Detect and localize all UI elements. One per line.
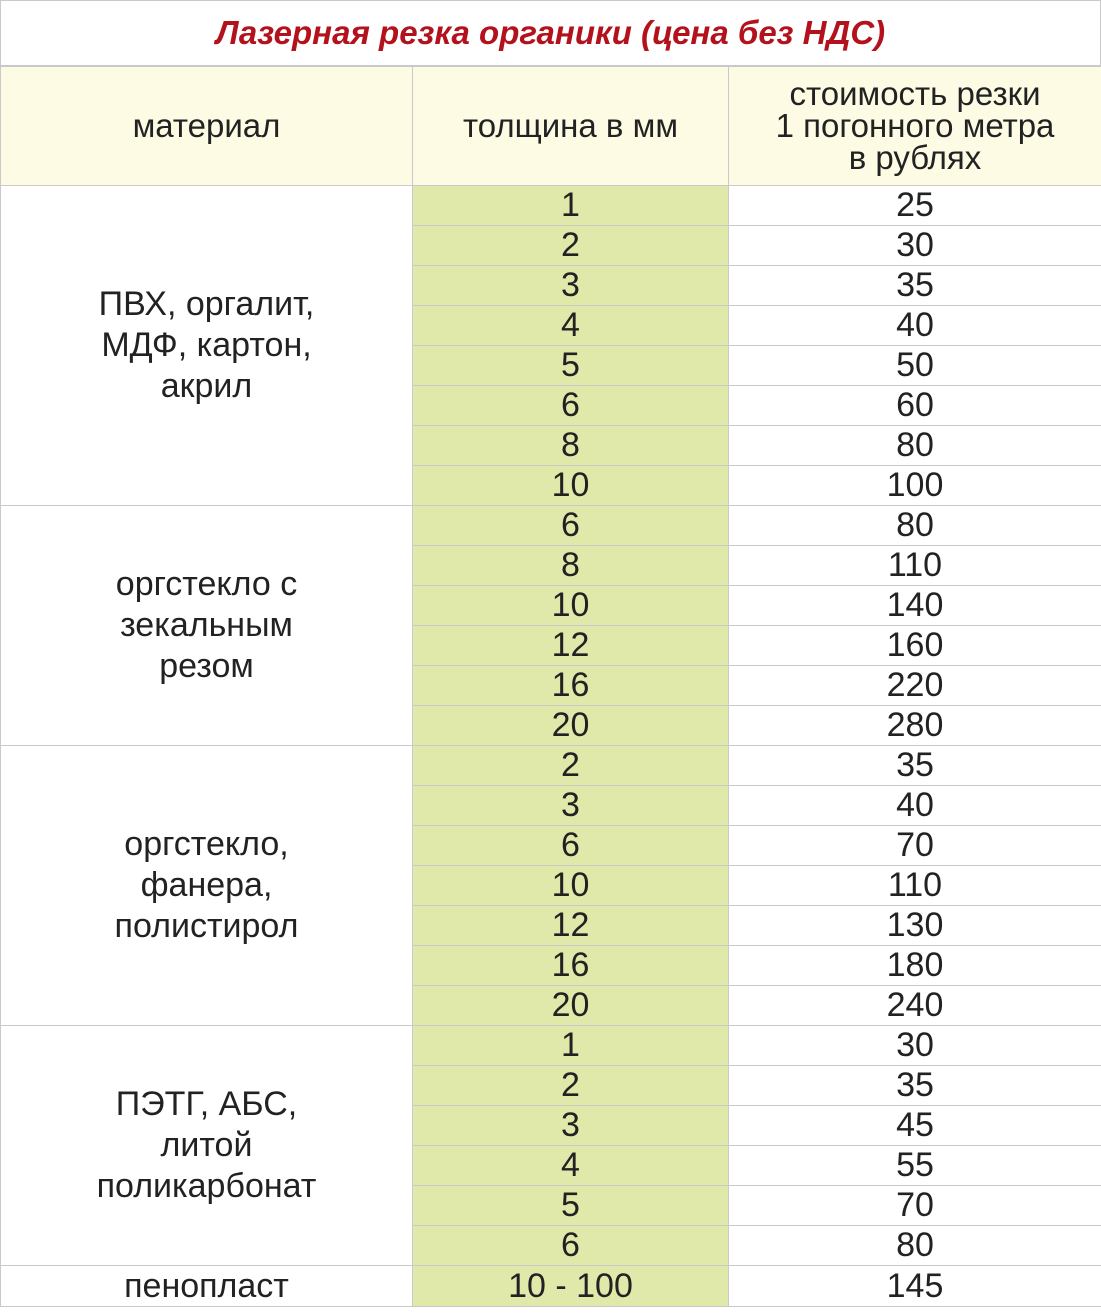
header-thickness: толщина в мм [413, 67, 729, 186]
header-price [729, 67, 1101, 186]
material-cell [1, 506, 413, 746]
price-cell: 30 [729, 226, 1101, 266]
header-price-line: 1 погонного метра [775, 107, 1055, 144]
price-cell: 80 [729, 426, 1101, 466]
material-cell [1, 186, 413, 506]
price-cell: 110 [729, 866, 1101, 906]
material-line: полистирол [114, 907, 299, 945]
price-cell: 80 [729, 506, 1101, 546]
thickness-cell: 3 [413, 266, 729, 306]
thickness-cell: 6 [413, 506, 729, 546]
thickness-cell: 20 [413, 706, 729, 746]
table-row [1, 186, 1101, 226]
price-cell: 55 [729, 1146, 1101, 1186]
page-title: Лазерная резка органики (цена без НДС) [0, 0, 1101, 66]
material-cell [1, 1266, 413, 1307]
thickness-cell: 3 [413, 786, 729, 826]
material-line: акрил [160, 367, 253, 405]
price-cell: 35 [729, 266, 1101, 306]
header-price-line: стоимость резки [789, 75, 1041, 112]
price-cell: 50 [729, 346, 1101, 386]
table-row [1, 1026, 1101, 1066]
thickness-cell: 8 [413, 546, 729, 586]
header-material: материал [1, 67, 413, 186]
material-line: МДФ, картон, [101, 326, 312, 364]
thickness-cell: 2 [413, 746, 729, 786]
price-cell: 145 [729, 1266, 1101, 1307]
price-cell: 160 [729, 626, 1101, 666]
material-cell [1, 746, 413, 1026]
thickness-cell: 10 - 100 [413, 1266, 729, 1307]
material-line: оргстекло, [124, 825, 289, 863]
material-line: поликарбонат [96, 1167, 317, 1205]
table-body [1, 186, 1101, 1307]
material-line: зекальным [120, 606, 293, 644]
material-line: ПВХ, оргалит, [98, 285, 315, 323]
material-cell [1, 1026, 413, 1266]
price-cell: 40 [729, 306, 1101, 346]
material-line: оргстекло с [115, 565, 298, 603]
price-cell: 240 [729, 986, 1101, 1026]
thickness-cell: 1 [413, 1026, 729, 1066]
thickness-cell: 4 [413, 1146, 729, 1186]
price-table [0, 66, 1101, 1307]
thickness-cell: 10 [413, 586, 729, 626]
price-cell: 110 [729, 546, 1101, 586]
price-cell: 35 [729, 1066, 1101, 1106]
price-cell: 220 [729, 666, 1101, 706]
material-line: пенопласт [124, 1267, 289, 1305]
price-cell: 130 [729, 906, 1101, 946]
thickness-cell: 6 [413, 386, 729, 426]
thickness-cell: 16 [413, 666, 729, 706]
price-cell: 70 [729, 826, 1101, 866]
thickness-cell: 12 [413, 626, 729, 666]
material-line: резом [159, 647, 254, 685]
price-cell: 40 [729, 786, 1101, 826]
header-price-line: в рублях [848, 139, 982, 176]
price-cell: 140 [729, 586, 1101, 626]
price-cell: 80 [729, 1226, 1101, 1266]
thickness-cell: 20 [413, 986, 729, 1026]
price-cell: 70 [729, 1186, 1101, 1226]
thickness-cell: 16 [413, 946, 729, 986]
thickness-cell: 6 [413, 1226, 729, 1266]
thickness-cell: 12 [413, 906, 729, 946]
thickness-cell: 4 [413, 306, 729, 346]
price-cell: 100 [729, 466, 1101, 506]
thickness-cell: 8 [413, 426, 729, 466]
price-cell: 60 [729, 386, 1101, 426]
thickness-cell: 3 [413, 1106, 729, 1146]
table-row [1, 506, 1101, 546]
price-cell: 35 [729, 746, 1101, 786]
thickness-cell: 2 [413, 226, 729, 266]
price-cell: 30 [729, 1026, 1101, 1066]
table-row [1, 746, 1101, 786]
thickness-cell: 6 [413, 826, 729, 866]
material-line: фанера, [140, 866, 273, 904]
price-cell: 180 [729, 946, 1101, 986]
price-cell: 45 [729, 1106, 1101, 1146]
thickness-cell: 5 [413, 346, 729, 386]
table-header-row [1, 67, 1101, 186]
thickness-cell: 10 [413, 466, 729, 506]
price-cell: 25 [729, 186, 1101, 226]
thickness-cell: 2 [413, 1066, 729, 1106]
price-cell: 280 [729, 706, 1101, 746]
table-row [1, 1266, 1101, 1307]
material-line: ПЭТГ, АБС, [115, 1085, 298, 1123]
thickness-cell: 5 [413, 1186, 729, 1226]
thickness-cell: 1 [413, 186, 729, 226]
thickness-cell: 10 [413, 866, 729, 906]
material-line: литой [160, 1126, 253, 1164]
